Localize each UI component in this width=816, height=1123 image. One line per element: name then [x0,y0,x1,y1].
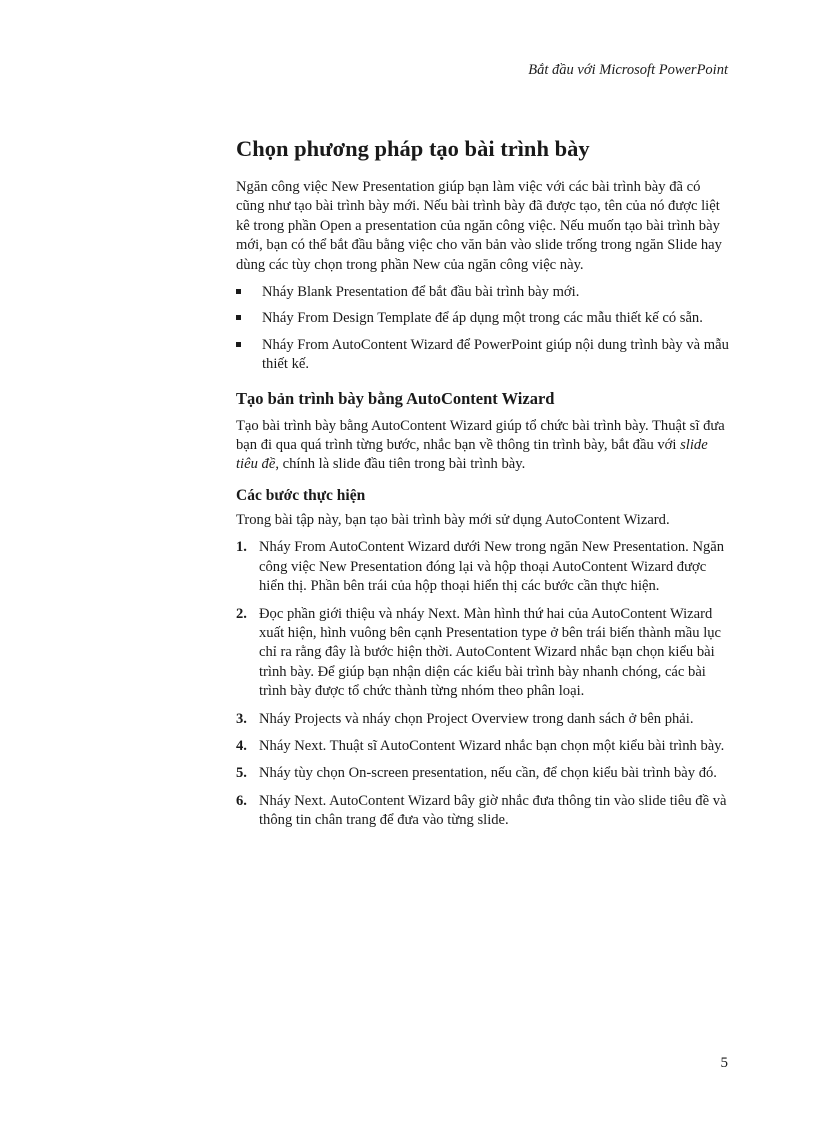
section-title: Chọn phương pháp tạo bài trình bày [236,136,590,161]
step-text: Nháy Projects và nháy chọn Project Overview trong danh sách ở bên phải. [259,710,694,727]
step-text: Nháy Next. AutoContent Wizard bây giờ nhắc đưa thông tin vào slide tiêu đề và thông tin chân trang để đưa vào từng slide. [259,792,727,829]
subsection-paragraph [236,417,730,475]
subsection-title: Tạo bản trình bày bằng AutoContent Wizard [236,388,555,408]
step-item [236,605,730,702]
paragraph-text-end: , chính là slide đầu tiên trong bài trình bày. [275,456,526,473]
step-text: Nháy Next. Thuật sĩ AutoContent Wizard nhắc bạn chọn một kiểu bài trình bày. [259,737,725,754]
square-bullet-icon [236,315,241,320]
list-item [236,283,730,302]
step-number: 5. [236,765,247,782]
list-item-text: Nháy From AutoContent Wizard để PowerPoint giúp nội dung trình bày và mẫu thiết kế. [262,336,729,373]
step-item [236,764,730,783]
step-number: 6. [236,792,247,809]
section-intro: Ngăn công việc New Presentation giúp bạn làm việc với các bài trình bày đã có cũng như tạo bài trình bày mới. Nếu bài trình bày đã được tạo, tên của nó được liệt kê trong phần Open a presentation của ngăn công việc. Nếu muốn tạo bài trình bày mới, bạn có thể bắt đầu bằng việc cho văn bản vào slide trống trong ngăn Slide hay dùng các tùy chọn trong phần New của ngăn công việc này. [236,179,722,273]
square-bullet-icon [236,289,241,294]
steps-title: Các bước thực hiện [236,486,366,504]
page-content [236,128,730,839]
step-item [236,792,730,831]
square-bullet-icon [236,342,241,347]
step-text: Đọc phần giới thiệu và nháy Next. Màn hình thứ hai của AutoContent Wizard xuất hiện, hình vuông bên cạnh Presentation type ở bên trái biến thành mầu lục chỉ ra rằng đây là bước hiện thời. AutoContent Wizard nhắc bạn chọn kiểu bài trình bày. Để giúp bạn nhận diện các kiểu bài trình bày nhanh chóng, các bài trình bày được tổ chức thành từng nhóm theo phân loại. [259,605,722,700]
steps-intro: Trong bài tập này, bạn tạo bài trình bày mới sử dụng AutoContent Wizard. [236,511,670,528]
paragraph-text-start: Tạo bài trình bày bằng AutoContent Wizard giúp tổ chức bài trình bày. Thuật sĩ đưa bạn đi qua quá trình từng bước, nhắc bạn về thông tin trình bày, bắt đầu với [236,417,725,454]
step-number: 2. [236,605,247,622]
step-item [236,737,730,756]
steps-list [236,538,730,830]
option-list [236,283,730,375]
running-header: Bắt đầu với Microsoft PowerPoint [528,62,728,78]
step-text: Nháy tùy chọn On-screen presentation, nếu cần, để chọn kiểu bài trình bày đó. [259,765,717,782]
list-item [236,336,730,375]
step-item [236,538,730,596]
list-item-text: Nháy From Design Template để áp dụng một trong các mẫu thiết kế có sẵn. [262,310,703,327]
step-number: 3. [236,710,247,727]
page-number: 5 [720,1055,728,1071]
list-item [236,309,730,328]
italic-term: slide tiêu đề [236,437,708,473]
step-text: Nháy From AutoContent Wizard dưới New trong ngăn New Presentation. Ngăn công việc New Presentation đóng lại và hộp thoại AutoContent Wizard được hiển thị. Phần bên trái của hộp thoại hiển thị các bước cần thực hiện. [259,539,725,595]
step-number: 1. [236,539,247,556]
list-item-text: Nháy Blank Presentation để bắt đầu bài trình bày mới. [262,284,580,301]
step-item [236,710,730,729]
step-number: 4. [236,737,247,754]
